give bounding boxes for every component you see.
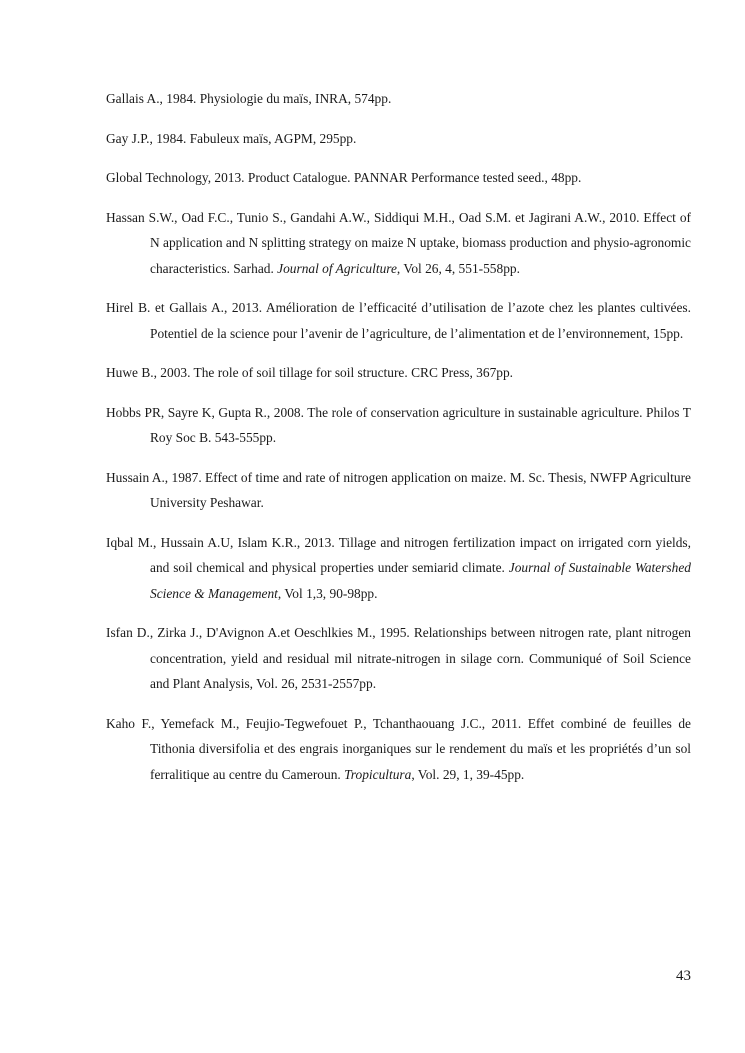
reference-iqbal-2013 bbox=[106, 530, 691, 607]
reference-kaho-2011 bbox=[106, 711, 691, 788]
journal-title: Journal of Sustainable Watershed Science & Management bbox=[150, 560, 691, 601]
reference-hirel-2013 bbox=[106, 295, 691, 346]
reference-gallais-1984 bbox=[106, 86, 691, 112]
reference-text: Huwe B., 2003. The role of soil tillage for soil structure. CRC Press, 367pp. bbox=[106, 365, 514, 380]
reference-text: , Vol 26, 4, 551-558pp. bbox=[396, 260, 520, 276]
reference-text: Hobbs PR, Sayre K, Gupta R., 2008. The role of conservation agriculture in sustainable agriculture. Philos T Roy Soc B. 543-555pp. bbox=[106, 404, 691, 445]
reference-huwe-2003 bbox=[106, 360, 691, 386]
reference-text: , Vol 1,3, 90-98pp. bbox=[277, 585, 378, 601]
reference-text: Isfan D., Zirka J., D'Avignon A.et Oeschlkies M., 1995. Relationships between nitrogen rate, plant nitrogen concentration, yield and residual mil nitrate-nitrogen in silage corn. Communiqué of Soil Science and Plant Analysis, Vol. 26, 2531-2557pp. bbox=[106, 625, 691, 691]
reference-text: Hassan S.W., Oad F.C., Tunio S., Gandahi A.W., Siddiqui M.H., Oad S.M. et Jagirani A.W., 2010. Effect of N application and N splitting strategy on maize N uptake, biomass production and physio-agronomic characteristics. Sarhad. bbox=[106, 209, 691, 276]
reference-list bbox=[106, 86, 691, 801]
page-number: 43 bbox=[676, 968, 691, 984]
reference-text: Gallais A., 1984. Physiologie du maïs, INRA, 574pp. bbox=[106, 91, 392, 106]
reference-hobbs-2008 bbox=[106, 400, 691, 451]
reference-global-technology-2013 bbox=[106, 165, 691, 191]
journal-title: Tropicultura bbox=[344, 766, 412, 782]
reference-gay-1984 bbox=[106, 126, 691, 152]
reference-text: Hussain A., 1987. Effect of time and rate of nitrogen application on maize. M. Sc. Thesis, NWFP Agriculture University Peshawar. bbox=[106, 469, 691, 510]
journal-title: Journal of Agriculture bbox=[277, 260, 397, 276]
reference-text: Iqbal M., Hussain A.U, Islam K.R., 2013. Tillage and nitrogen fertilization impact on irrigated corn yields, and soil chemical and physical properties under semiarid climate. bbox=[106, 534, 691, 575]
reference-text: Kaho F., Yemefack M., Feujio-Tegwefouet P., Tchanthaouang J.C., 2011. Effet combiné de feuilles de Tithonia diversifolia et des engrais inorganiques sur le rendement du maïs et les propriétés d’un sol ferralitique au centre du Cameroun. bbox=[106, 715, 691, 782]
reference-hassan-2010 bbox=[106, 205, 691, 282]
reference-text: Hirel B. et Gallais A., 2013. Amélioration de l’efficacité d’utilisation de l’azote chez les plantes cultivées. Potentiel de la science pour l’avenir de l’agriculture, de l’alimentation et de l’environnement, 15pp. bbox=[106, 300, 691, 341]
reference-text: , Vol. 29, 1, 39-45pp. bbox=[411, 766, 525, 782]
reference-text: Gay J.P., 1984. Fabuleux maïs, AGPM, 295pp. bbox=[106, 130, 357, 146]
reference-text: Global Technology, 2013. Product Catalogue. PANNAR Performance tested seed., 48pp. bbox=[106, 170, 582, 185]
reference-hussain-1987 bbox=[106, 465, 691, 516]
reference-isfan-1995 bbox=[106, 620, 691, 697]
